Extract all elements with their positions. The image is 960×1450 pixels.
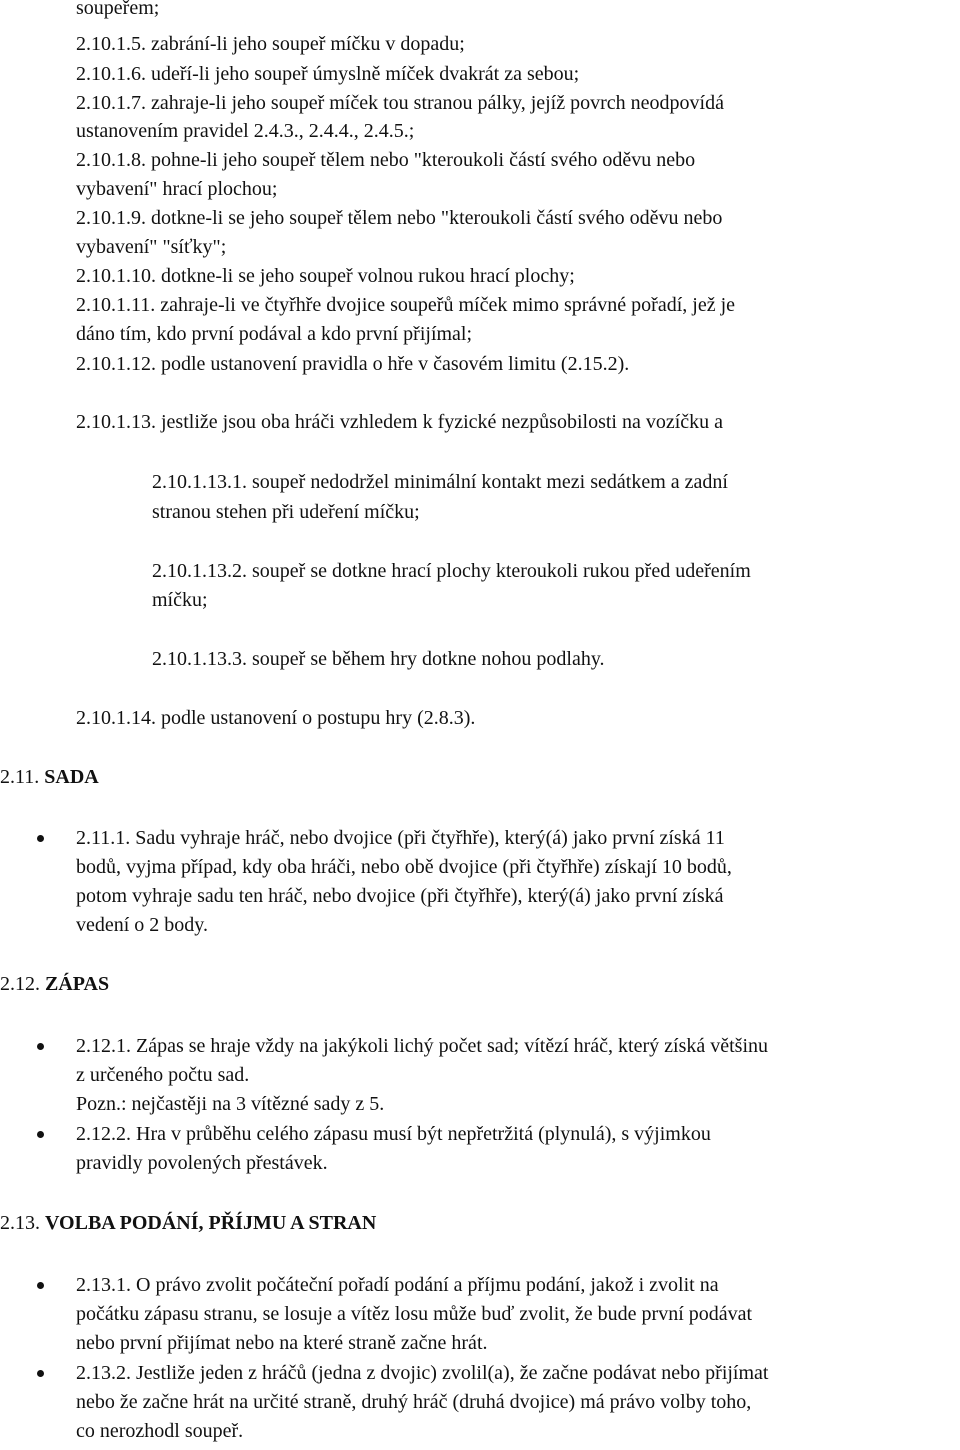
text-line: vybavení" hrací plochou;: [76, 178, 278, 200]
section-title: VOLBA PODÁNÍ, PŘÍJMU A STRAN: [45, 1212, 377, 1234]
rule-2-10-1-13-3: 2.10.1.13.3. soupeř se během hry dotkne nohou podlahy.: [152, 648, 605, 670]
rule-2-10-1-13: 2.10.1.13. jestliže jsou oba hráči vzhledem k fyzické nezpůsobilosti na vozíčku a: [76, 411, 724, 433]
text-line: stranou stehen při udeření míčku;: [152, 501, 420, 523]
rule-2-10-1-13-1: 2.10.1.13.1. soupeř nedodržel minimální kontakt mezi sedátkem a zadní: [152, 471, 728, 493]
rule-2-10-1-7: 2.10.1.7. zahraje-li jeho soupeř míček tou stranou pálky, jejíž povrch neodpovídá: [76, 92, 724, 114]
text-line: vybavení" "síťky";: [76, 236, 227, 258]
text-line: co nerozhodl soupeř.: [76, 1420, 244, 1442]
text-line: vedení o 2 body.: [76, 914, 209, 936]
rule-2-10-1-14: 2.10.1.14. podle ustanovení o postupu hry (2.8.3).: [76, 707, 476, 729]
rule-2-10-1-8: 2.10.1.8. pohne-li jeho soupeř tělem nebo "kteroukoli částí svého oděvu nebo: [76, 149, 696, 171]
bullet-dot: [37, 1131, 44, 1138]
bullet-dot: [37, 1370, 44, 1377]
text-line: potom vyhraje sadu ten hráč, nebo dvojice (při čtyřhře), který(á) jako první získá: [76, 885, 724, 907]
section-heading-2-12: [0, 972, 109, 996]
section-title: SADA: [44, 766, 99, 788]
bullet-dot: [37, 835, 44, 842]
rule-2-10-1-5: 2.10.1.5. zabrání-li jeho soupeř míčku v dopadu;: [76, 33, 465, 55]
text-line: Pozn.: nejčastěji na 3 vítězné sady z 5.: [76, 1093, 385, 1115]
text-line: 2.12.1. Zápas se hraje vždy na jakýkoli lichý počet sad; vítězí hráč, který získá většinu: [76, 1035, 769, 1057]
rule-2-10-1-11: 2.10.1.11. zahraje-li ve čtyřhře dvojice soupeřů míček mimo správné pořadí, jež je: [76, 294, 736, 316]
rule-2-10-1-6: 2.10.1.6. udeří-li jeho soupeř úmyslně míček dvakrát za sebou;: [76, 63, 580, 85]
section-heading-2-13: [0, 1211, 376, 1235]
text-line: 2.13.2. Jestliže jeden z hráčů (jedna z dvojic) zvolil(a), že začne podávat nebo přijímat: [76, 1362, 769, 1384]
section-heading-2-11: [0, 765, 99, 789]
text-line: 2.13.1. O právo zvolit počáteční pořadí podání a příjmu podání, jakož i zvolit na: [76, 1274, 719, 1296]
rule-2-10-1-10: 2.10.1.10. dotkne-li se jeho soupeř volnou rukou hrací plochy;: [76, 265, 575, 287]
rule-2-10-1-13-2: 2.10.1.13.2. soupeř se dotkne hrací plochy kteroukoli rukou před udeřením: [152, 560, 751, 582]
section-number: 2.13.: [0, 1212, 40, 1234]
text-line: 2.11.1. Sadu vyhraje hráč, nebo dvojice (při čtyřhře), který(á) jako první získá 11: [76, 827, 725, 849]
text-line: bodů, vyjma případ, kdy oba hráči, nebo obě dvojice (při čtyřhře) získají 10 bodů,: [76, 856, 732, 878]
text-line: z určeného počtu sad.: [76, 1064, 250, 1086]
text-line: počátku zápasu stranu, se losuje a vítěz losu může buď zvolit, že bude první podávat: [76, 1303, 753, 1325]
section-title: ZÁPAS: [45, 973, 110, 995]
text-line: ustanovením pravidel 2.4.3., 2.4.4., 2.4.5.;: [76, 120, 415, 142]
bullet-dot: [37, 1282, 44, 1289]
rule-2-10-1-12: 2.10.1.12. podle ustanovení pravidla o hře v časovém limitu (2.15.2).: [76, 353, 630, 375]
text-line: pravidly povolených přestávek.: [76, 1152, 328, 1174]
rule-2-10-1-9: 2.10.1.9. dotkne-li se jeho soupeř tělem nebo "kteroukoli částí svého oděvu nebo: [76, 207, 723, 229]
text-line: míčku;: [152, 589, 208, 611]
section-number: 2.12.: [0, 973, 40, 995]
text-line: dáno tím, kdo první podával a kdo první přijímal;: [76, 323, 473, 345]
text-line: nebo že začne hrát na určité straně, druhý hráč (druhá dvojice) má právo volby toho,: [76, 1391, 752, 1413]
text-line: nebo první přijímat nebo na které straně začne hrát.: [76, 1332, 488, 1354]
bullet-dot: [37, 1043, 44, 1050]
section-number: 2.11.: [0, 766, 40, 788]
text-line: soupeřem;: [76, 0, 160, 19]
text-line: 2.12.2. Hra v průběhu celého zápasu musí být nepřetržitá (plynulá), s výjimkou: [76, 1123, 711, 1145]
